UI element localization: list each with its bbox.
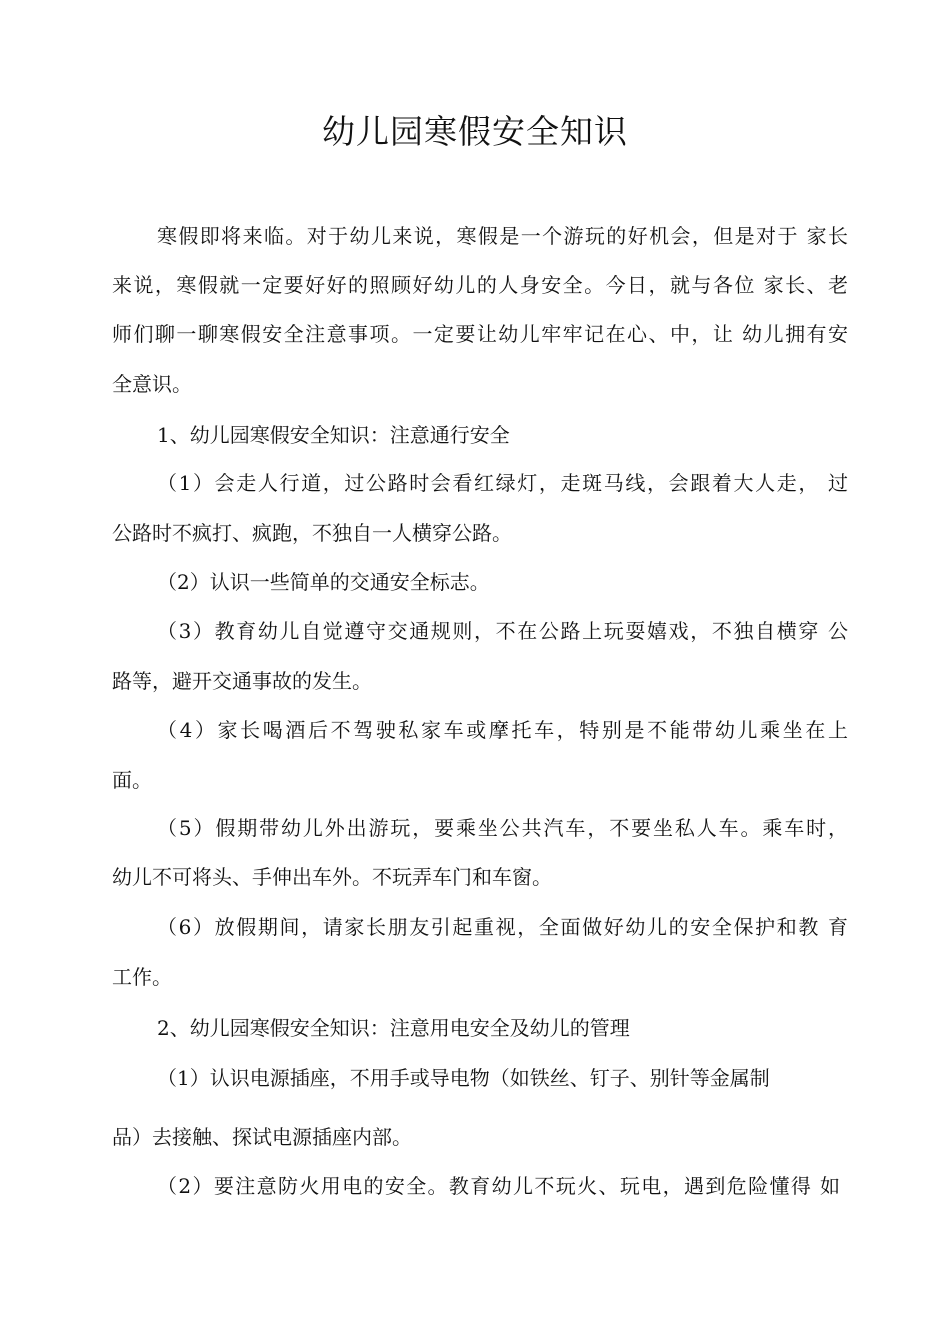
paragraph-line: 工作。 bbox=[112, 965, 172, 989]
paragraph-line: 幼儿不可将头、手伸出车外。不玩弄车门和车窗。 bbox=[112, 865, 552, 889]
paragraph-line: 来说，寒假就一定要好好的照顾好幼儿的人身安全。今日，就与各位 家长、老 bbox=[112, 273, 848, 297]
paragraph-line: （2）认识一些简单的交通安全标志。 bbox=[157, 570, 490, 594]
paragraph-line: 师们聊一聊寒假安全注意事项。一定要让幼儿牢牢记在心、中，让 幼儿拥有安 bbox=[112, 322, 848, 346]
paragraph-line: （1）会走人行道，过公路时会看红绿灯，走斑马线，会跟着大人走， 过 bbox=[157, 471, 848, 495]
section-heading: 2、幼儿园寒假安全知识：注意用电安全及幼儿的管理 bbox=[157, 1016, 630, 1040]
paragraph-line: （4）家长喝酒后不驾驶私家车或摩托车，特别是不能带幼儿乘坐在上 bbox=[157, 718, 848, 742]
document-title: 幼儿园寒假安全知识 bbox=[322, 112, 628, 151]
paragraph-line: 路等，避开交通事故的发生。 bbox=[112, 669, 372, 693]
paragraph-line: 公路时不疯打、疯跑，不独自一人横穿公路。 bbox=[112, 521, 512, 545]
paragraph-line: （5）假期带幼儿外出游玩，要乘坐公共汽车，不要坐私人车。乘车时， bbox=[157, 816, 848, 840]
paragraph-line: （1）认识电源插座，不用手或导电物（如铁丝、钉子、别针等金属制 bbox=[157, 1066, 770, 1090]
paragraph-line: （6）放假期间，请家长朋友引起重视，全面做好幼儿的安全保护和教 育 bbox=[157, 915, 848, 939]
paragraph-line: 面。 bbox=[112, 768, 152, 792]
paragraph-line: 全意识。 bbox=[112, 372, 192, 396]
paragraph-line: 品）去接触、探试电源插座内部。 bbox=[112, 1125, 412, 1149]
paragraph-line: 寒假即将来临。对于幼儿来说，寒假是一个游玩的好机会，但是对于 家长 bbox=[157, 224, 848, 248]
section-heading: 1、幼儿园寒假安全知识：注意通行安全 bbox=[157, 423, 510, 447]
paragraph-line: （2）要注意防火用电的安全。教育幼儿不玩火、玩电，遇到危险懂得 如 bbox=[157, 1174, 840, 1198]
paragraph-line: （3）教育幼儿自觉遵守交通规则，不在公路上玩耍嬉戏，不独自横穿 公 bbox=[157, 619, 848, 643]
